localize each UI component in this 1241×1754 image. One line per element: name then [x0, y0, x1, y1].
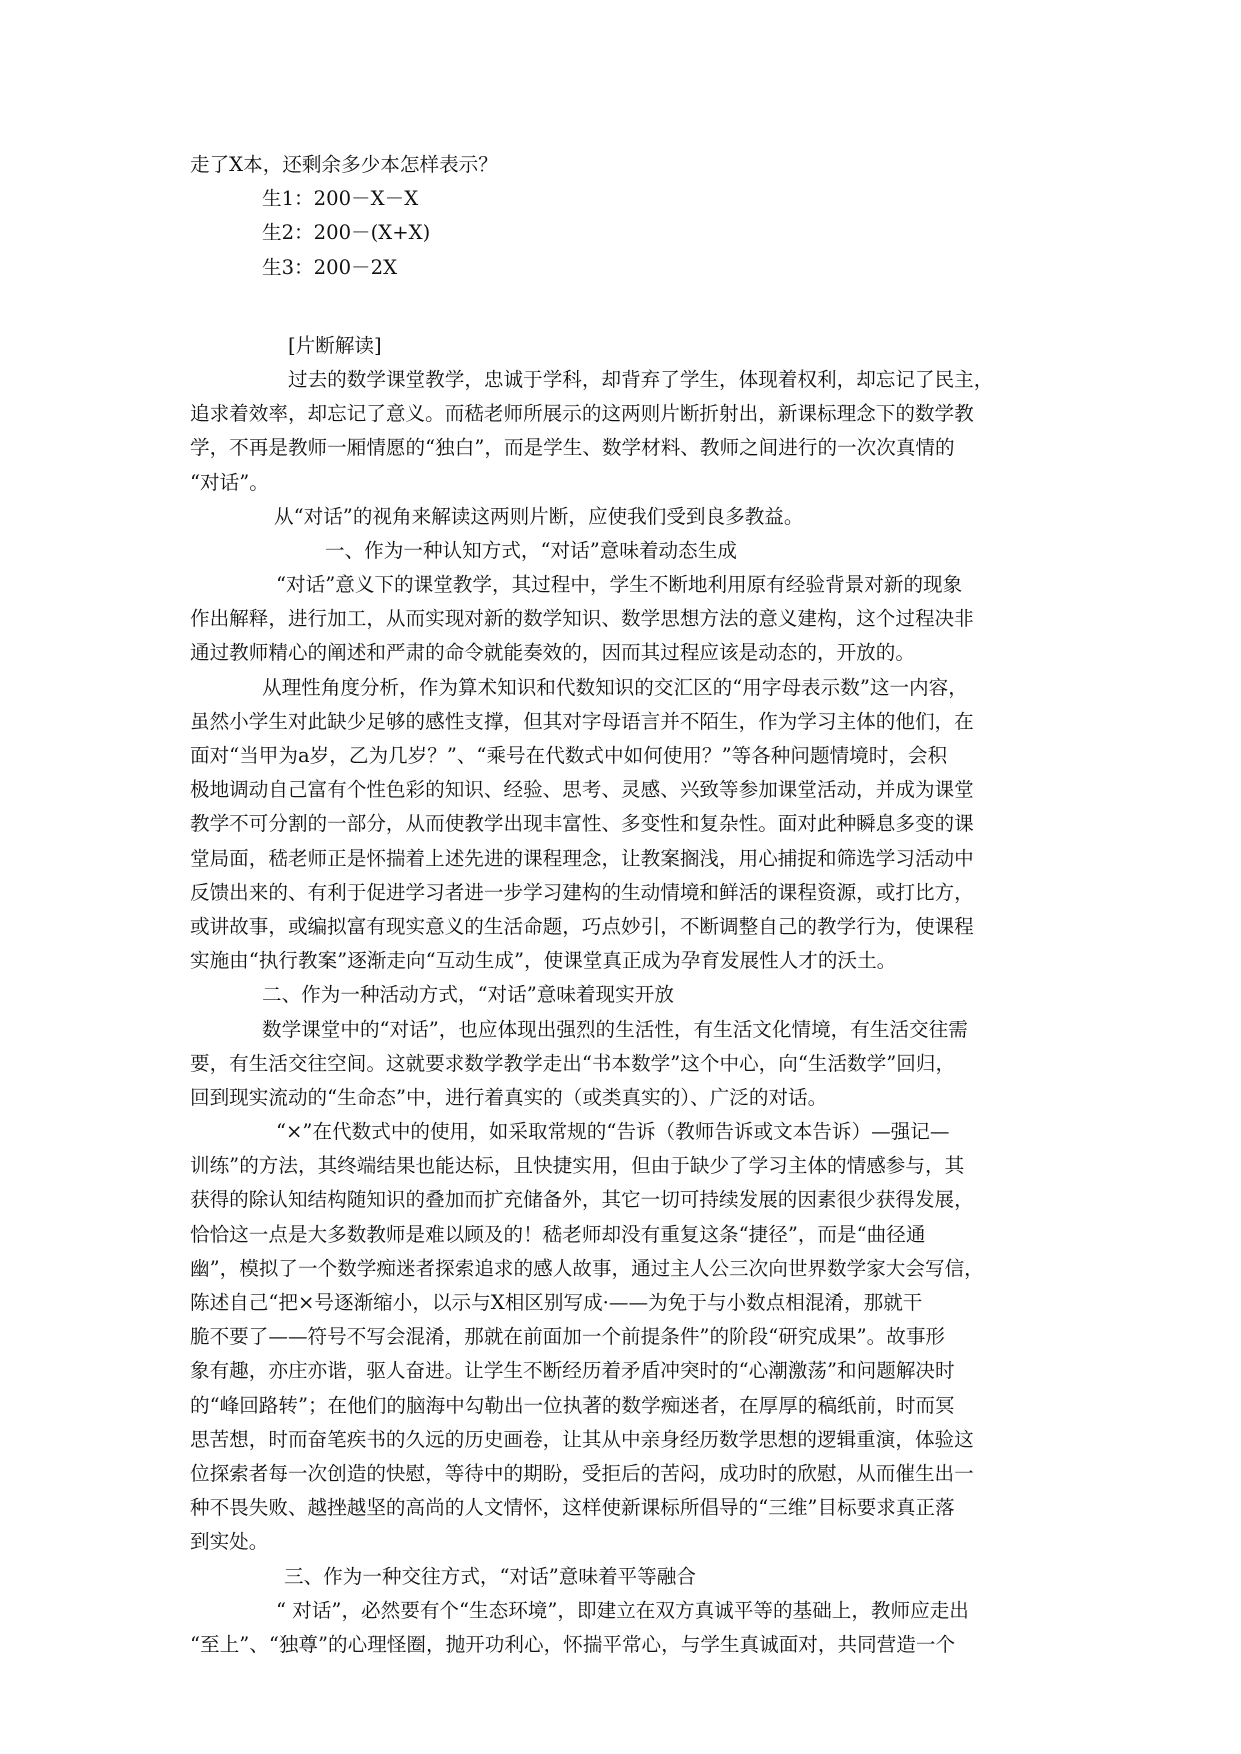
text-line: 回到现实流动的“生命态”中，进行着真实的（或类真实的）、广泛的对话。 — [190, 1085, 828, 1109]
text-line: 位探索者每一次创造的快慰，等待中的期盼，受拒后的苦闷，成功时的欣慰，从而催生出一 — [190, 1461, 974, 1485]
text-line: 幽”，模拟了一个数学痴迷者探索追求的感人故事，通过主人公三次向世界数学家大会写信， — [190, 1256, 984, 1280]
text-line: 虽然小学生对此缺少足够的感性支撑，但其对字母语言并不陌生，作为学习主体的他们，在 — [190, 709, 974, 733]
text-line: 脆不要了——符号不写会混淆，那就在前面加一个前提条件”的阶段“研究成果”。故事形 — [190, 1325, 946, 1349]
text-line: 种不畏失败、越挫越坚的高尚的人文情怀，这样使新课标所倡导的“三维”目标要求真正落 — [190, 1496, 955, 1520]
text-line: 二、作为一种活动方式，“对话”意味着现实开放 — [262, 983, 674, 1007]
text-line: 面对“当甲为a岁，乙为几岁？”、“乘号在代数式中如何使用？”等各种问题情境时，会积 — [190, 744, 948, 767]
text-line: 训练”的方法，其终端结果也能达标，且快捷实用，但由于缺少了学习主体的情感参与，其 — [190, 1154, 965, 1178]
document-page — [190, 148, 1065, 1662]
text-line: 数学课堂中的“对话”，也应体现出强烈的生活性，有生活文化情境，有生活交往需 — [262, 1017, 968, 1041]
text-line: 或讲故事，或编拟富有现实意义的生活命题，巧点妙引，不断调整自己的教学行为，使课程 — [190, 914, 974, 938]
text-line: 陈述自己“把×号逐渐缩小，以示与X相区别写成·——为免于与小数点相混淆，那就干 — [190, 1291, 923, 1314]
text-line: 恰恰这一点是大多数教师是难以顾及的！嵇老师却没有重复这条“捷径”，而是“曲径通 — [190, 1222, 926, 1246]
text-line: 反馈出来的、有利于促进学习者进一步学习建构的生动情境和鲜活的课程资源，或打比方， — [190, 880, 974, 904]
text-line: 到实处。 — [190, 1530, 269, 1554]
text-line: 从“对话”的视角来解读这两则片断，应使我们受到良多教益。 — [274, 504, 804, 528]
text-line: 生3：200－2X — [262, 255, 398, 279]
text-line: [片断解读] — [288, 333, 382, 357]
text-line: 生1：200－X－X — [262, 187, 419, 211]
paragraph-gap — [190, 285, 1065, 329]
text-line: 思苦想，时而奋笔疾书的久远的历史画卷，让其从中亲身经历数学思想的逻辑重演，体验这 — [190, 1427, 974, 1451]
text-line: 学，不再是教师一厢情愿的“独白”，而是学生、数学材料、教师之间进行的一次次真情的 — [190, 436, 955, 460]
text-line: “对话”意义下的课堂教学，其过程中，学生不断地利用原有经验背景对新的现象 — [276, 573, 963, 597]
text-line: 走了X本，还剩余多少本怎样表示？ — [190, 153, 498, 176]
text-line: 获得的除认知结构随知识的叠加而扩充储备外，其它一切可持续发展的因素很少获得发展， — [190, 1188, 974, 1212]
text-line: 通过教师精心的阐述和严肃的命令就能奏效的，因而其过程应该是动态的，开放的。 — [190, 641, 915, 665]
text-line: 三、作为一种交往方式，“对话”意味着平等融合 — [284, 1564, 696, 1588]
text-line: 一、作为一种认知方式，“对话”意味着动态生成 — [325, 538, 737, 562]
text-line: 实施由“执行教案”逐渐走向“互动生成”，使课堂真正成为孕育发展性人才的沃土。 — [190, 949, 897, 973]
text-line: 象有趣，亦庄亦谐，驱人奋进。让学生不断经历着矛盾冲突时的“心潮激荡”和问题解决时 — [190, 1359, 955, 1383]
text-line: 极地调动自己富有个性色彩的知识、经验、思考、灵感、兴致等参加课堂活动，并成为课堂 — [190, 778, 974, 802]
text-line: 生2：200－(X+X) — [262, 221, 431, 245]
text-line: 要，有生活交往空间。这就要求数学教学走出“书本数学”这个中心，向“生活数学”回归， — [190, 1051, 956, 1075]
text-line: “×”在代数式中的使用，如采取常规的“告诉（教师告诉或文本告诉）—强记— — [276, 1120, 950, 1144]
text-line: 的“峰回路转”；在他们的脑海中勾勒出一位执著的数学痴迷者，在厚厚的稿纸前，时而冥 — [190, 1393, 955, 1417]
text-line: 教学不可分割的一部分，从而使教学出现丰富性、多变性和复杂性。面对此种瞬息多变的课 — [190, 812, 974, 836]
text-line: 堂局面，嵇老师正是怀揣着上述先进的课程理念，让教案搁浅，用心捕捉和筛选学习活动中 — [190, 846, 974, 870]
text-line: “至上”、“独尊”的心理怪圈，抛开功利心，怀揣平常心，与学生真诚面对，共同营造一个 — [190, 1632, 956, 1656]
text-line: “对话”。 — [190, 470, 269, 494]
text-line: 过去的数学课堂教学，忠诚于学科，却背弃了学生，体现着权利，却忘记了民主， — [288, 367, 994, 391]
text-line: 追求着效率，却忘记了意义。而嵇老师所展示的这两则片断折射出，新课标理念下的数学教 — [190, 402, 974, 426]
text-line: 作出解释，进行加工，从而实现对新的数学知识、数学思想方法的意义建构，这个过程决非 — [190, 607, 974, 631]
text-line: “ 对话”，必然要有个“生态环境”，即建立在双方真诚平等的基础上，教师应走出 — [276, 1598, 969, 1622]
text-line: 从理性角度分析，作为算术知识和代数知识的交汇区的“用字母表示数”这一内容， — [262, 675, 968, 699]
